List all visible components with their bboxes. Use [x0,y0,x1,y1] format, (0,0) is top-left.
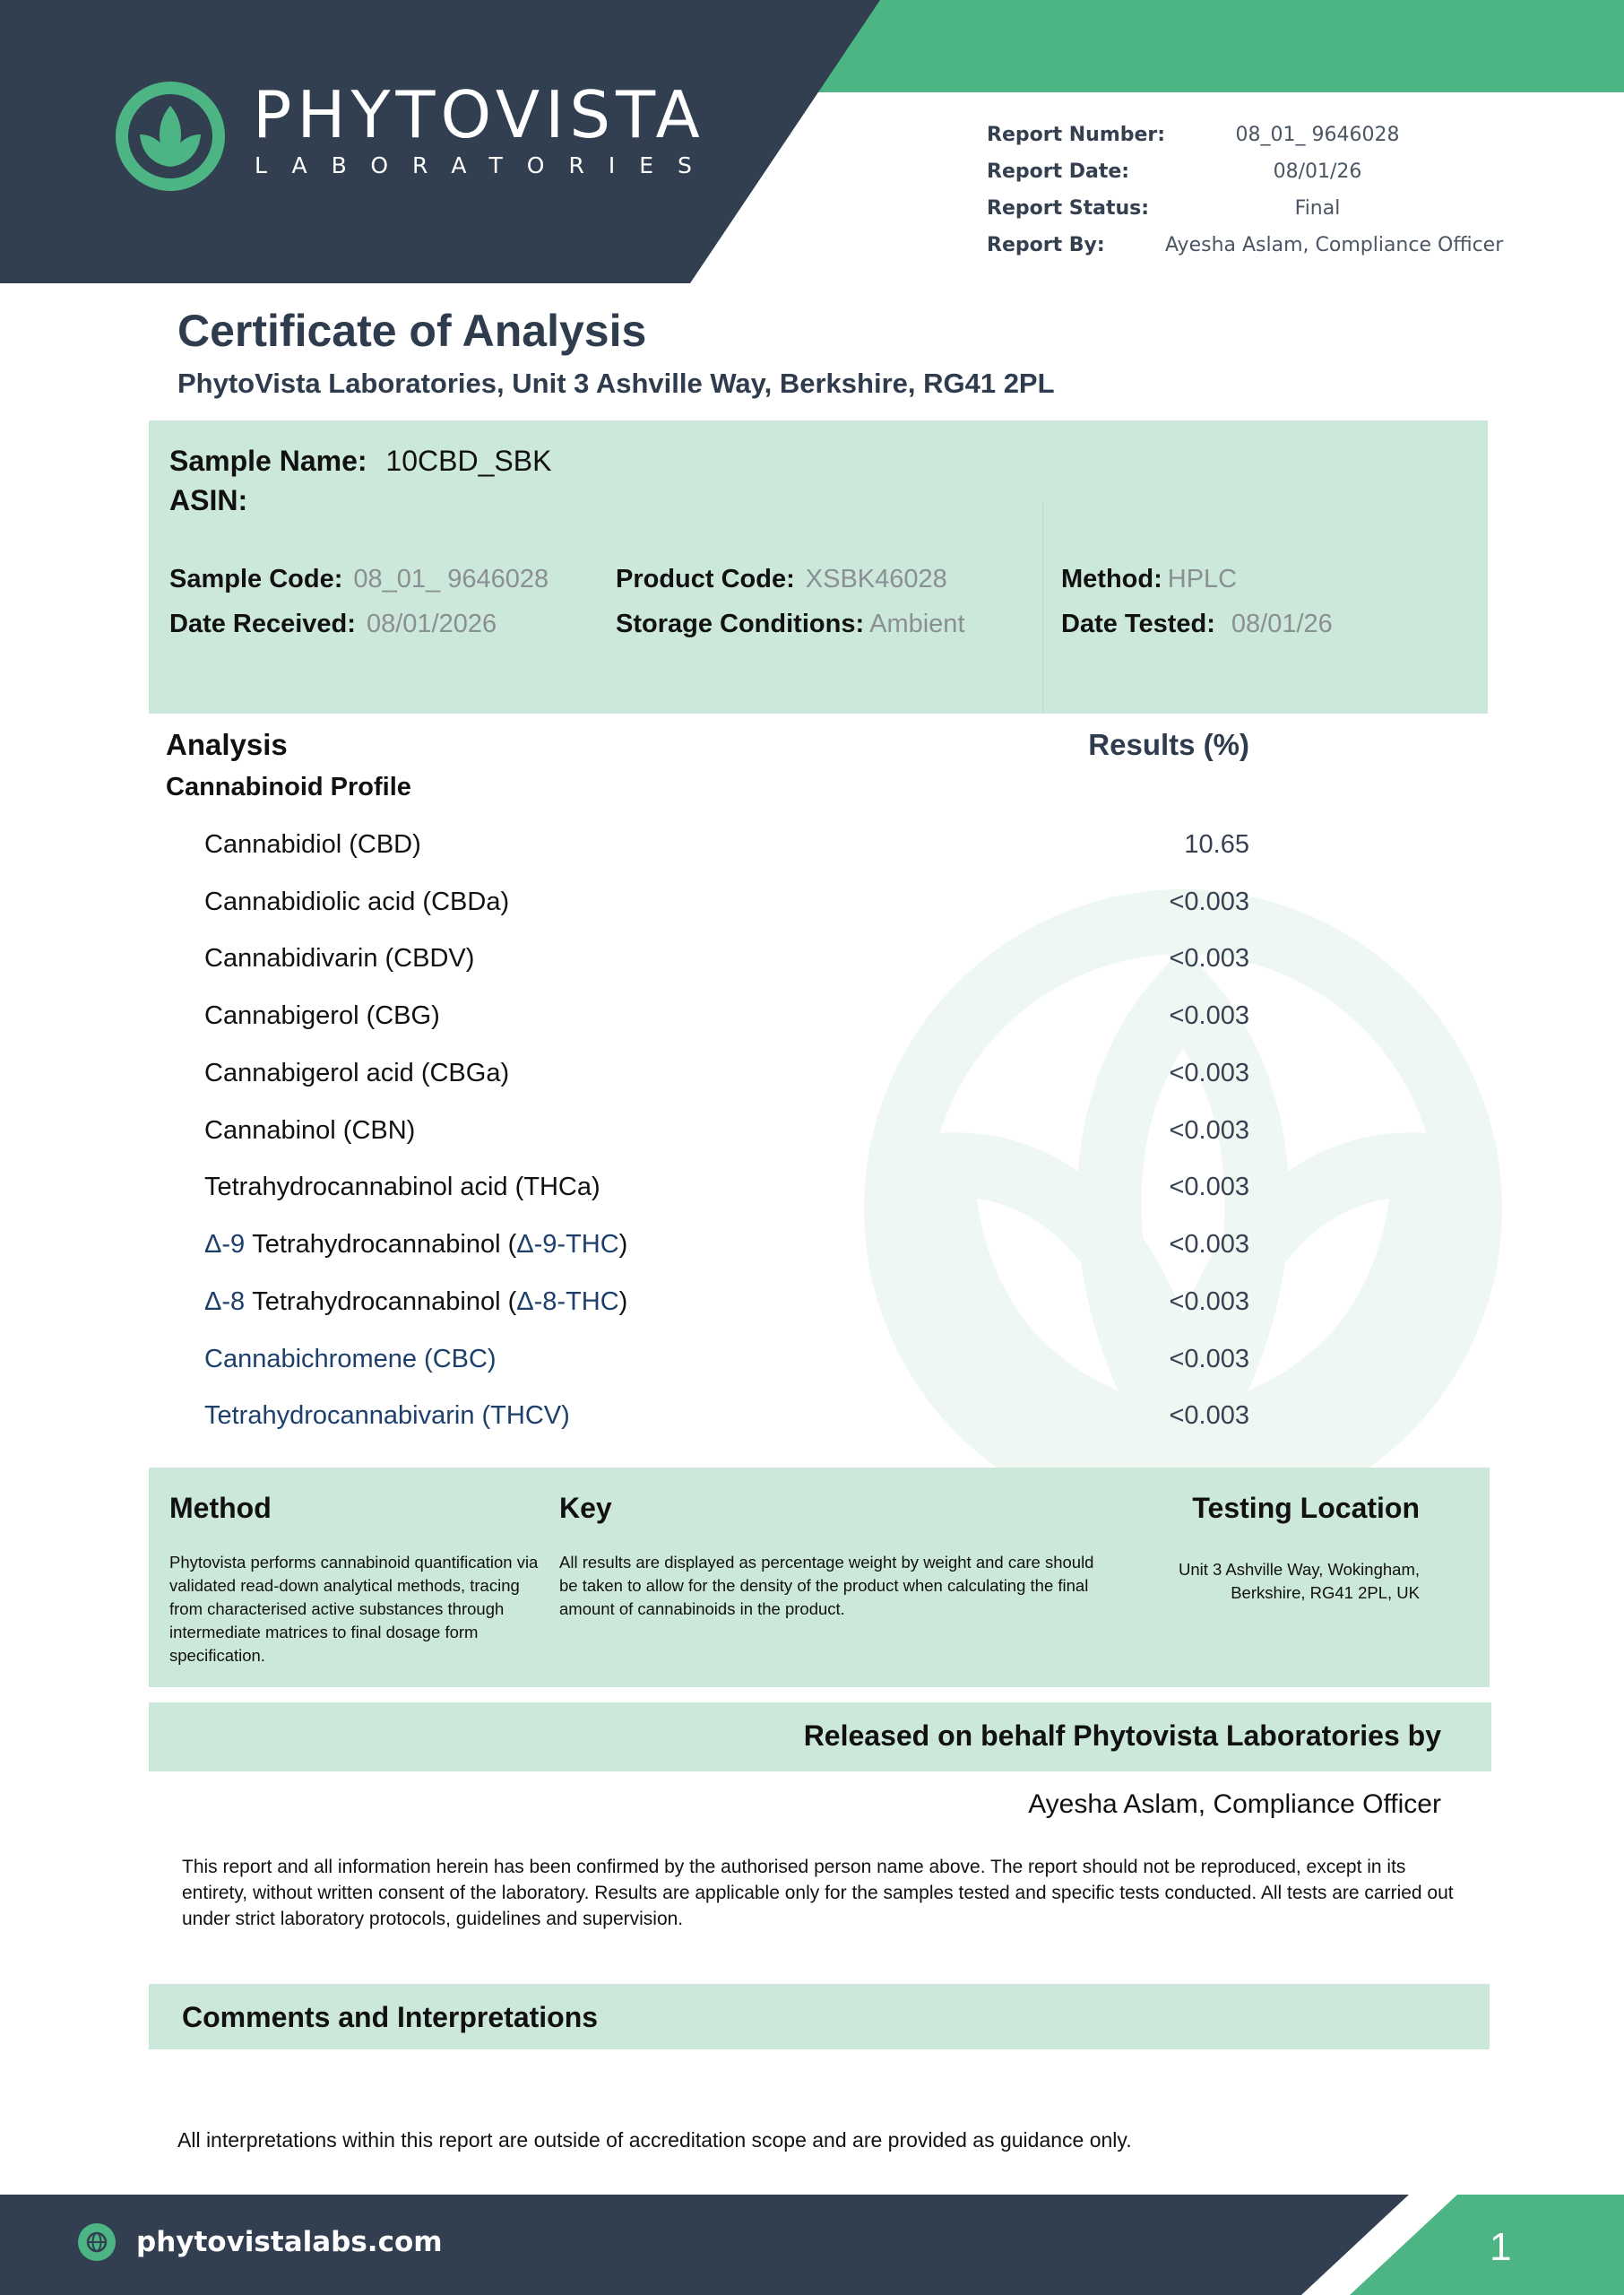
comments-text: All interpretations within this report are outside of accreditation scope and are provided as guidance only. [177,2128,1132,2152]
sample-code-label: Sample Code: [169,565,343,593]
sample-name-value: 10CBD_SBK [385,445,552,477]
report-date-label: Report Date: [987,160,1130,183]
comments-heading: Comments and Interpretations [182,2001,599,2033]
release-heading: Released on behalf Phytovista Laboratories by [803,1719,1441,1752]
analysis-header: Analysis [166,728,288,761]
analyte-name: Cannabidiolic acid (CBDa) [204,888,510,916]
analyte-name: Tetrahydrocannabivarin (THCV) [204,1401,570,1430]
results-header: Results (%) [1088,728,1249,761]
website-link[interactable]: phytovistalabs.com [136,2226,443,2258]
report-number-label: Report Number: [987,124,1166,146]
report-date-value: 08/01/26 [1273,160,1362,183]
analyte-result: 10.65 [1184,830,1249,859]
logo-wordmark: PHYTOVISTA [253,77,705,152]
method-heading: Method [169,1492,272,1524]
analyte-result: <0.003 [1169,1345,1249,1373]
panel-divider [1042,502,1043,714]
method-text: Phytovista performs cannabinoid quantification via validated read-down analytical methods, tracing from characterised active substances through intermediate matrices to final dosage form specification. [169,1553,539,1665]
analyte-name: Cannabinol (CBN) [204,1116,416,1145]
storage-value: Ambient [869,610,965,638]
analyte-result: <0.003 [1169,1059,1249,1087]
asin-row [169,484,258,517]
page-number: 1 [1490,2225,1512,2269]
report-status-value: Final [1294,197,1341,220]
analyte-result: <0.003 [1169,944,1249,973]
report-by-label: Report By: [987,234,1105,256]
analyte-result: <0.003 [1169,1173,1249,1201]
key-heading: Key [559,1492,612,1524]
analyte-name: Cannabichromene (CBC) [204,1345,497,1373]
analyte-result: <0.003 [1169,1230,1249,1259]
analyte-name: Cannabigerol acid (CBGa) [204,1059,510,1087]
storage-row [616,610,965,639]
method-row [1061,565,1237,594]
method-value: HPLC [1167,565,1238,593]
analyte-result: <0.003 [1169,1287,1249,1316]
analyte-name: Δ-8 Tetrahydrocannabinol (Δ-8-THC) [204,1287,628,1316]
date-received-label: Date Received: [169,610,356,638]
date-tested-label: Date Tested: [1061,610,1215,638]
leaf-logo-icon [115,81,226,192]
product-code-label: Product Code: [616,565,795,593]
date-tested-row [1061,610,1333,639]
analyte-name: Cannabidiol (CBD) [204,830,421,859]
document-title: Certificate of Analysis [177,306,647,356]
cannabinoid-profile-heading: Cannabinoid Profile [166,773,411,801]
analyte-name: Tetrahydrocannabinol acid (THCa) [204,1173,600,1201]
date-tested-value: 08/01/26 [1231,610,1333,638]
globe-icon [77,2222,117,2262]
document-subtitle: PhytoVista Laboratories, Unit 3 Ashville Way, Berkshire, RG41 2PL [177,368,1055,399]
testing-location-line1: Unit 3 Ashville Way, Wokingham, [1178,1560,1420,1579]
analyte-result: <0.003 [1169,1001,1249,1030]
logo-subtitle: LABORATORIES [255,152,716,178]
release-person: Ayesha Aslam, Compliance Officer [1028,1789,1441,1819]
analyte-name: Δ-9 Tetrahydrocannabinol (Δ-9-THC) [204,1230,628,1259]
product-code-value: XSBK46028 [805,565,947,593]
analyte-result: <0.003 [1169,1401,1249,1430]
method-label: Method: [1061,565,1162,593]
storage-label: Storage Conditions: [616,610,865,638]
report-status-label: Report Status: [987,197,1150,220]
sample-name-row [169,445,551,478]
date-received-value: 08/01/2026 [366,610,497,638]
key-text: All results are displayed as percentage weight by weight and care should be taken to allow for the density of the product when calculating the final amount of cannabinoids in the product. [559,1553,1094,1618]
sample-name-label: Sample Name: [169,445,367,477]
analyte-result: <0.003 [1169,888,1249,916]
testing-location-heading: Testing Location [1192,1492,1420,1524]
testing-location-line2: Berkshire, RG41 2PL, UK [1231,1583,1420,1602]
analyte-result: <0.003 [1169,1116,1249,1145]
report-number-value: 08_01_ 9646028 [1235,124,1400,146]
analyte-name: Cannabidivarin (CBDV) [204,944,475,973]
sample-code-row [169,565,549,594]
analyte-name: Cannabigerol (CBG) [204,1001,440,1030]
date-received-row [169,610,497,639]
disclaimer-text: This report and all information herein has been confirmed by the authorised person name above. The report should not be reproduced, except in its entirety, without written consent of the laboratory. Results are applicable only for the samples tested and specific tests conducted. All tests are carried out under strict laboratory protocols, guidelines and supervision. [182,1857,1454,1929]
sample-code-value: 08_01_ 9646028 [353,565,549,593]
report-by-value: Ayesha Aslam, Compliance Officer [1165,234,1504,256]
asin-label: ASIN: [169,484,248,516]
product-code-row [616,565,947,594]
